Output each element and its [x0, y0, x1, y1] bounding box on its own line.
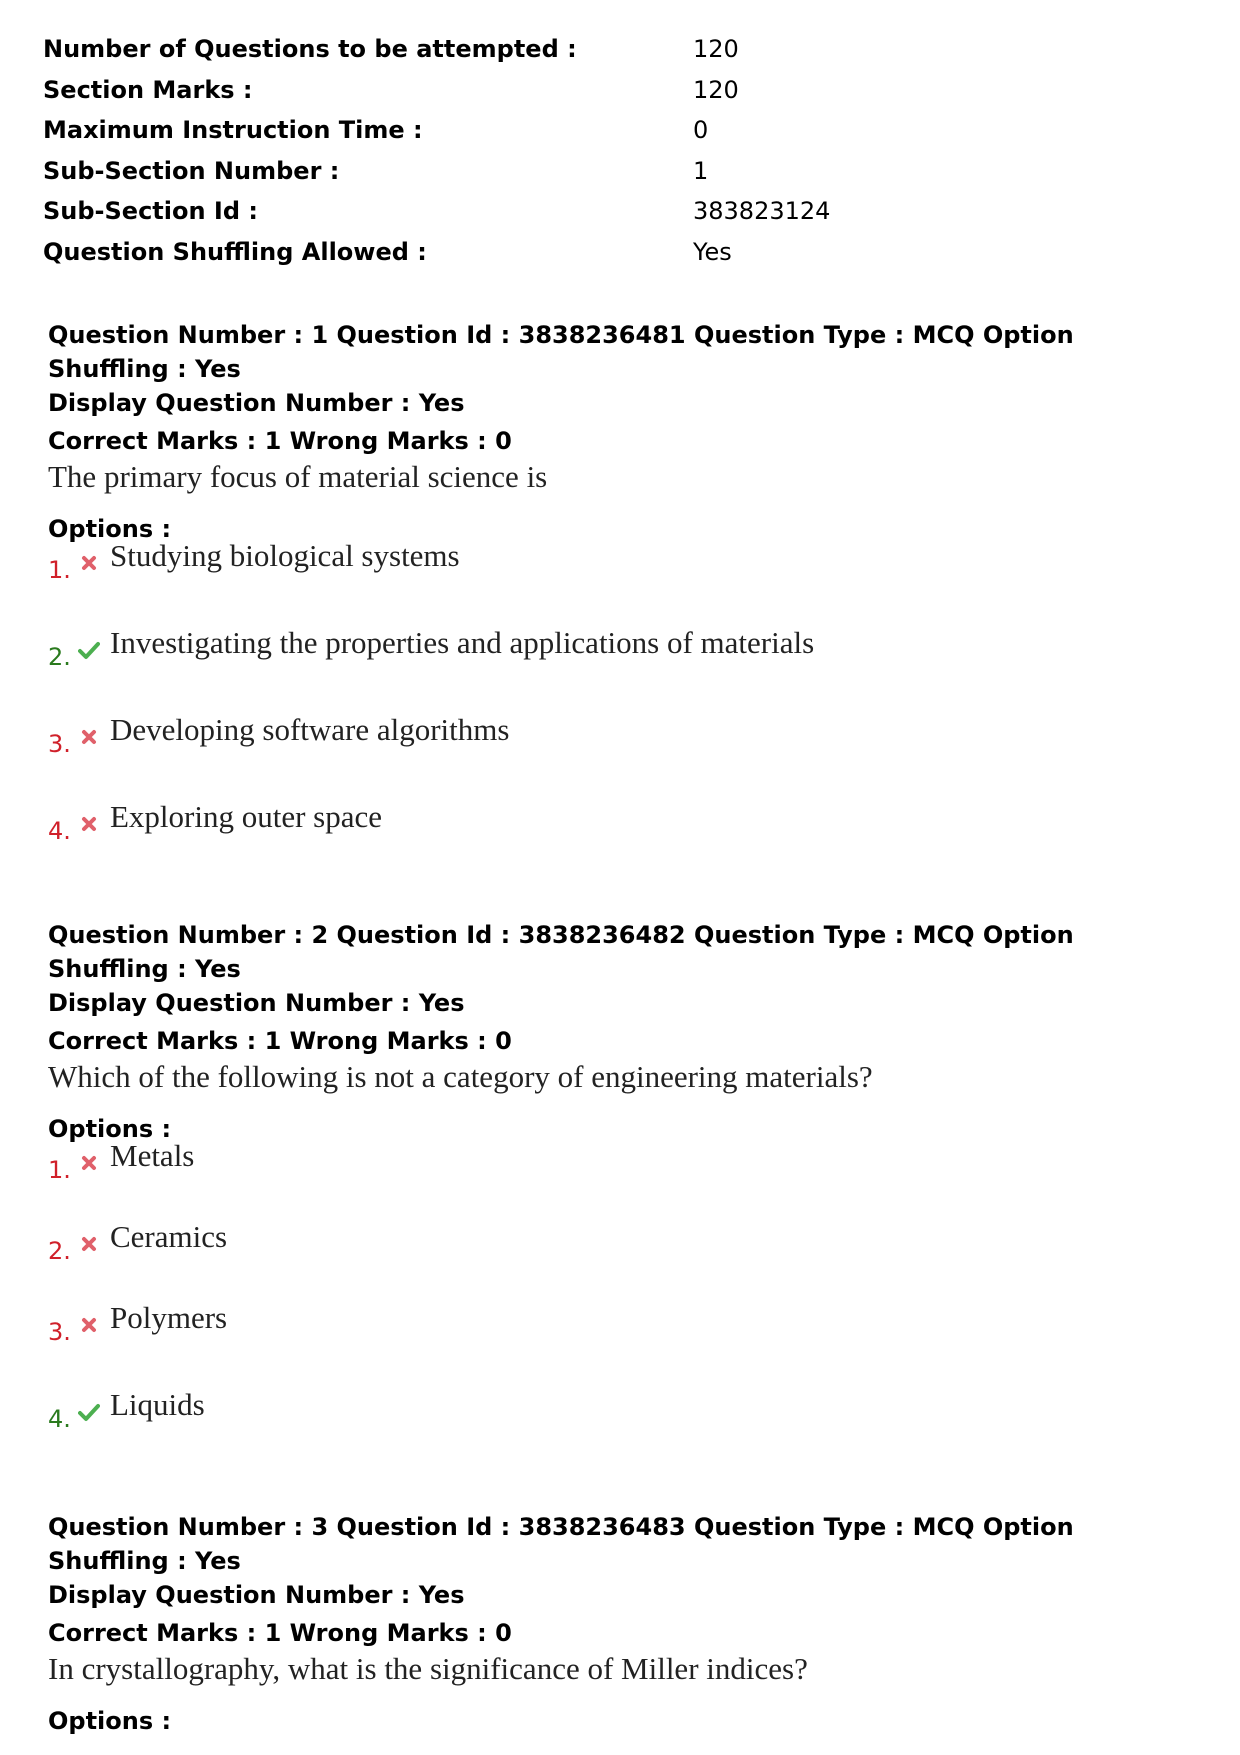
question-text: In crystallography, what is the significance of Miller indices?: [48, 1651, 808, 1686]
section-info-row: [43, 70, 943, 111]
option-item: [48, 538, 1198, 633]
question-marks: Correct Marks : 1 Wrong Marks : 0: [48, 1027, 512, 1055]
option-number: 4.: [48, 817, 71, 845]
option-text: Liquids: [110, 1387, 205, 1422]
option-number: 1.: [48, 556, 71, 584]
option-text: Exploring outer space: [110, 799, 383, 834]
section-info-value: 1: [693, 156, 709, 185]
option-text: Metals: [110, 1138, 195, 1173]
option-number: 3.: [48, 730, 71, 758]
section-info-label: Number of Questions to be attempted :: [43, 35, 577, 64]
question-text: Which of the following is not a category of engineering materials?: [48, 1059, 873, 1094]
option-item: [48, 1300, 1198, 1395]
option-item: [48, 1387, 1198, 1482]
option-item: [48, 1138, 1198, 1227]
section-info-value: 120: [693, 35, 739, 64]
cross-icon: [78, 1152, 100, 1174]
option-item: [48, 625, 1198, 720]
option-number: 2.: [48, 643, 71, 671]
section-info-table: [43, 29, 943, 272]
cross-icon: [78, 1233, 100, 1255]
question-text: The primary focus of material science is: [48, 459, 548, 494]
section-info-value: Yes: [693, 237, 732, 266]
section-info-label: Sub-Section Id :: [43, 197, 258, 226]
check-icon: [78, 1401, 100, 1423]
options-label: Options :: [48, 515, 172, 543]
option-item: [48, 1219, 1198, 1308]
display-question-number: Display Question Number : Yes: [48, 1581, 465, 1609]
option-text: Studying biological systems: [110, 538, 460, 573]
question-block: [48, 1510, 1198, 1738]
options-label: Options :: [48, 1707, 172, 1735]
option-text: Ceramics: [110, 1219, 228, 1254]
option-number: 4.: [48, 1405, 71, 1433]
section-info-label: Question Shuffling Allowed :: [43, 237, 427, 266]
section-info-row: [43, 191, 943, 232]
display-question-number: Display Question Number : Yes: [48, 989, 465, 1017]
section-info-row: [43, 110, 943, 151]
option-text: Polymers: [110, 1300, 228, 1335]
section-info-value: 120: [693, 75, 739, 104]
section-info-row: [43, 151, 943, 192]
cross-icon: [78, 1314, 100, 1336]
option-item: [48, 799, 1198, 894]
question-marks: Correct Marks : 1 Wrong Marks : 0: [48, 427, 512, 455]
option-text: Developing software algorithms: [110, 712, 510, 747]
question-header: Question Number : 2 Question Id : 3838236482 Question Type : MCQ Option Shuffling : Yes: [48, 921, 1074, 983]
section-info-value: 0: [693, 116, 709, 145]
question-marks: Correct Marks : 1 Wrong Marks : 0: [48, 1619, 512, 1647]
option-number: 2.: [48, 1237, 71, 1265]
display-question-number: Display Question Number : Yes: [48, 389, 465, 417]
options-label: Options :: [48, 1115, 172, 1143]
section-info-label: Section Marks :: [43, 75, 253, 104]
question-header: Question Number : 3 Question Id : 3838236483 Question Type : MCQ Option Shuffling : Yes: [48, 1513, 1074, 1575]
section-info-value: 383823124: [693, 197, 831, 226]
section-info-label: Sub-Section Number :: [43, 156, 340, 185]
section-info-row: [43, 29, 943, 70]
option-text: Investigating the properties and applications of materials: [110, 625, 815, 660]
question-block: [48, 918, 1198, 1482]
cross-icon: [78, 726, 100, 748]
question-header: Question Number : 1 Question Id : 3838236481 Question Type : MCQ Option Shuffling : Yes: [48, 321, 1074, 383]
question-block: [48, 318, 1198, 894]
option-number: 3.: [48, 1318, 71, 1346]
cross-icon: [78, 813, 100, 835]
section-info-row: [43, 232, 943, 273]
section-info-label: Maximum Instruction Time :: [43, 116, 423, 145]
option-number: 1.: [48, 1156, 71, 1184]
option-item: [48, 712, 1198, 807]
check-icon: [78, 639, 100, 661]
cross-icon: [78, 552, 100, 574]
